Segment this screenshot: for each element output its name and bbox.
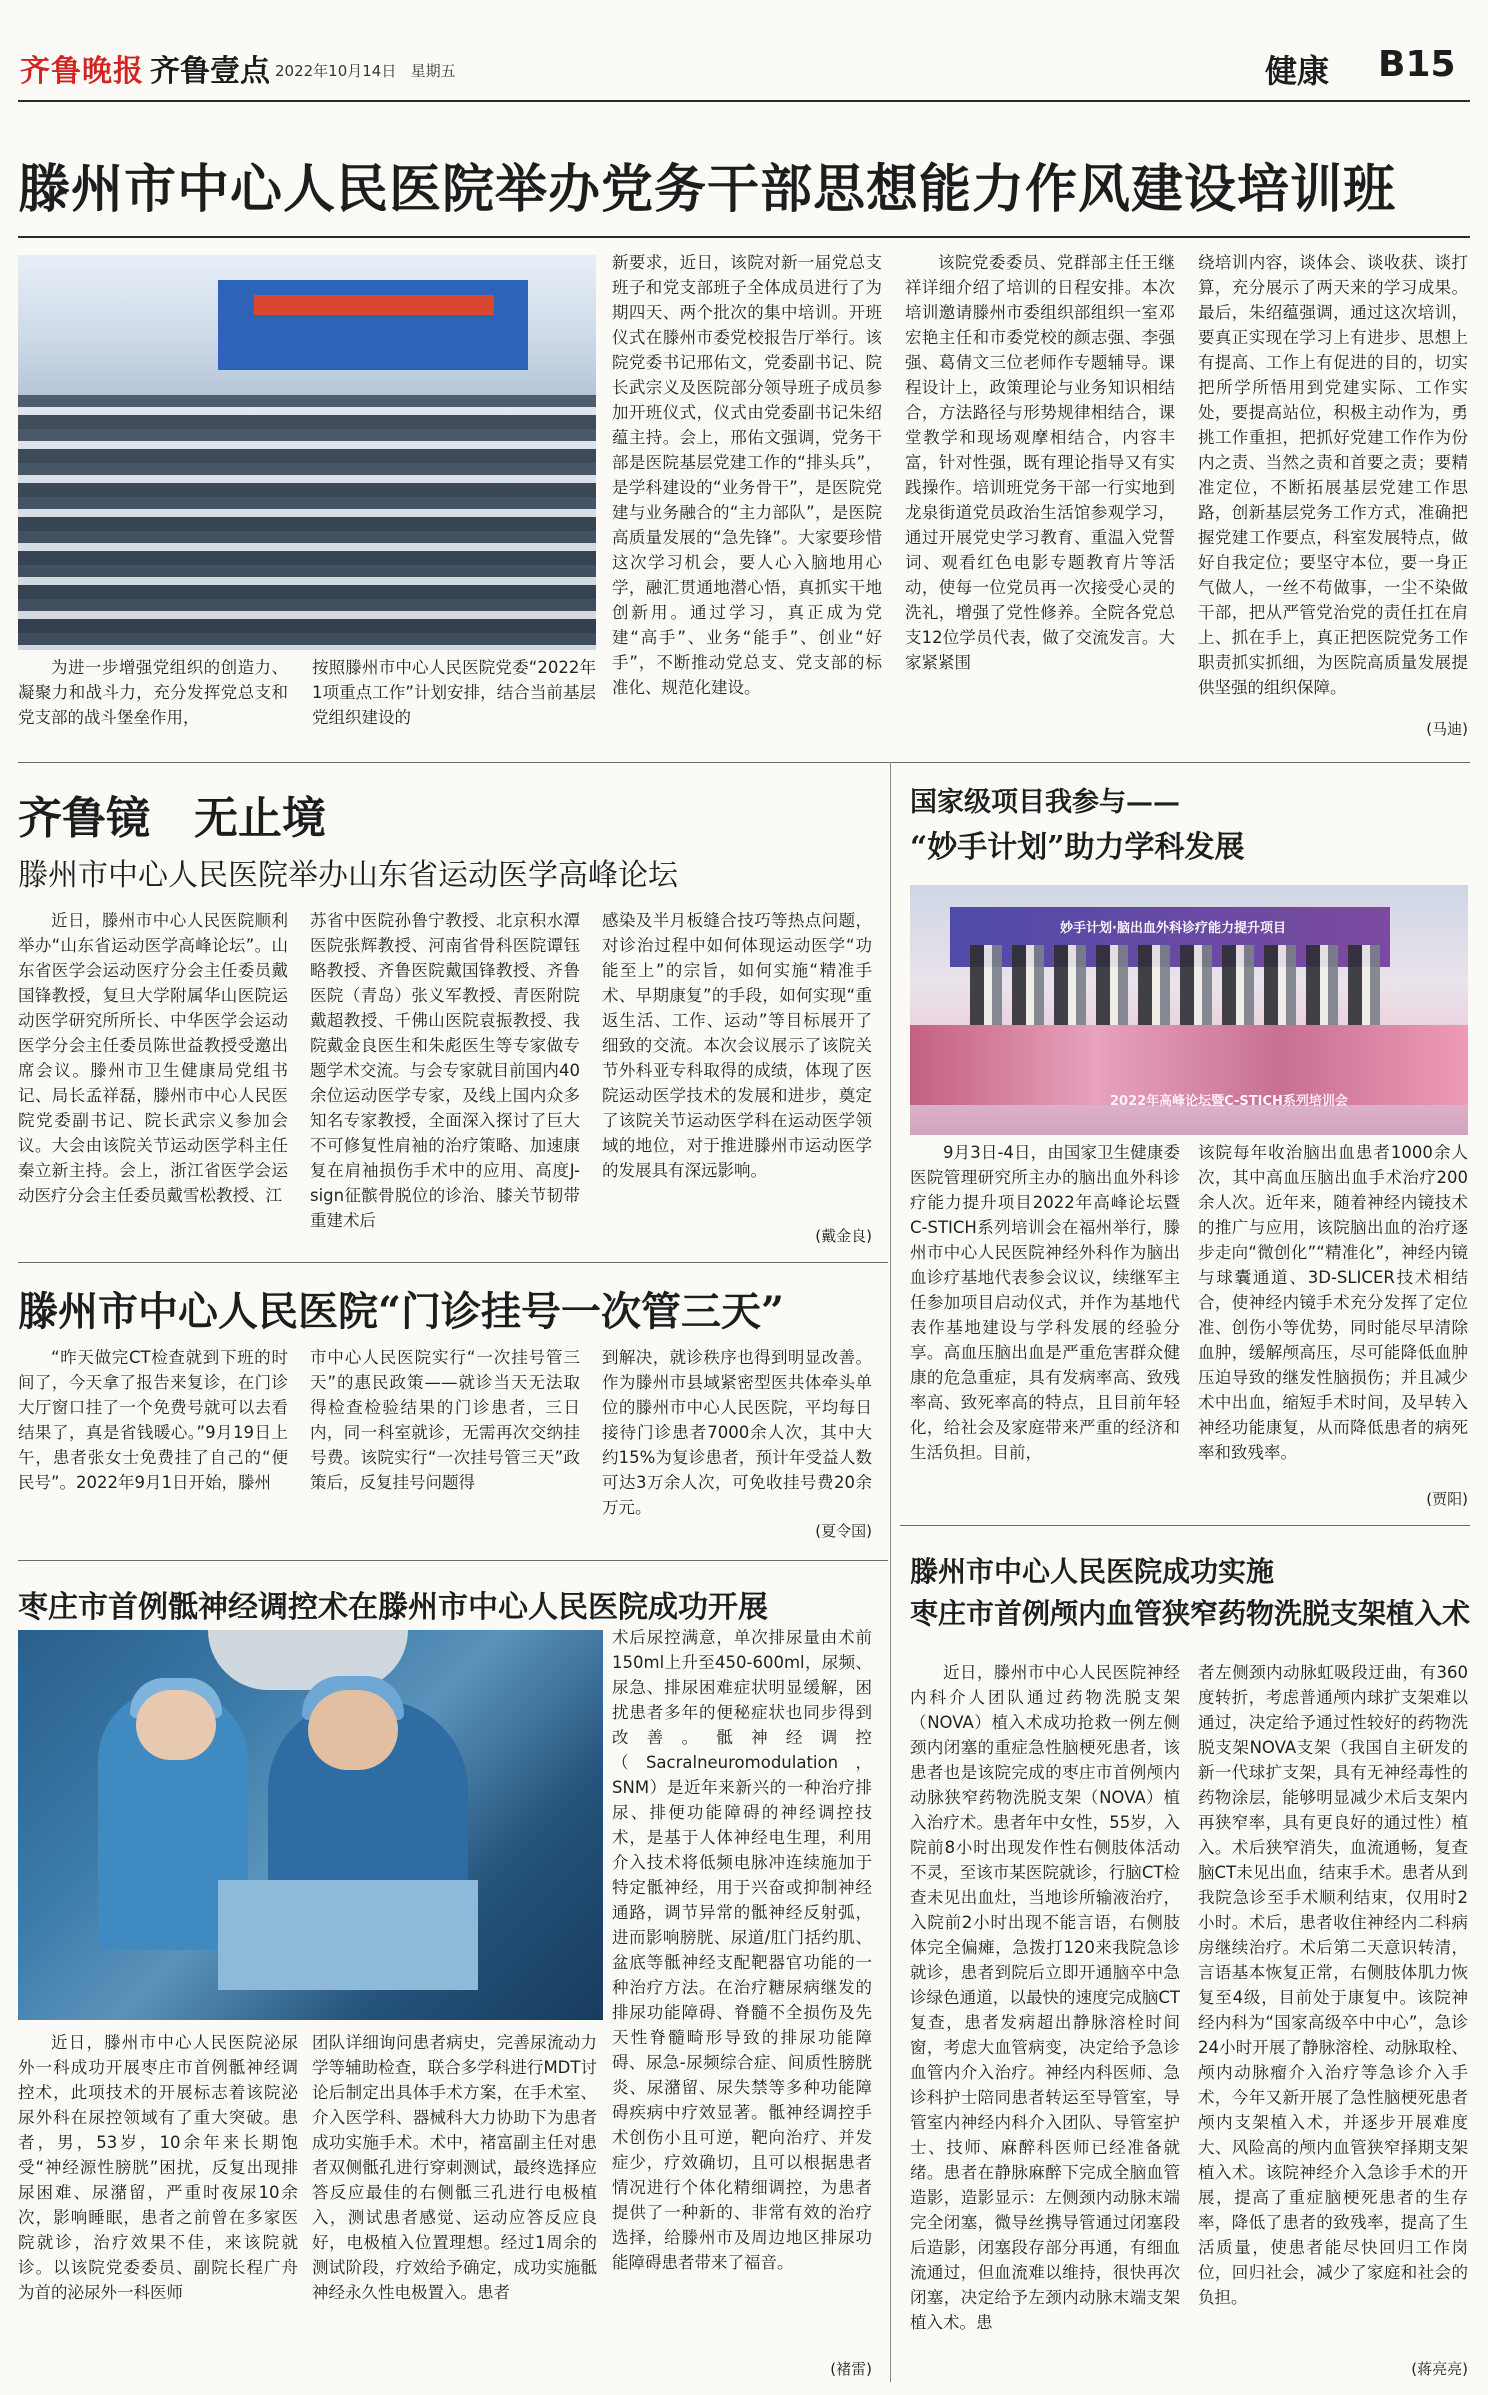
header-rule xyxy=(18,100,1470,102)
section-divider-1 xyxy=(18,762,1470,763)
article4-title: 滕州市中心人民医院“门诊挂号一次管三天” xyxy=(18,1288,785,1335)
article3-col2: 该院每年收治脑出血患者1000余人次，其中高血压脑出血手术治疗200余人次。近年来，随着神经内镜技术的推广与应用，该院脑出血的治疗逐步走向“微创化”“精准化”，神经内镜与球囊通道、3D-SLICER技术相结合，使神经内镜手术充分发挥了定位准、创伤小等优势，同时能尽早清除血肿，缓解颅高压，尽可能降低血肿压迫导致的继发性脑损伤；并且减少术中出血，缩短手术时间，及早转入神经功能康复，从而降低患者的病死率和致残率。 xyxy=(1198,1143,1468,1462)
section-name: 健康 xyxy=(1265,52,1330,90)
surgery-photo xyxy=(18,1630,603,2020)
article2-kicker: 齐鲁镜 无止境 xyxy=(18,793,326,844)
column-divider-right xyxy=(890,762,891,2382)
masthead-qilu-evening-news: 齐鲁晚报 xyxy=(20,54,144,89)
article4-col1: “昨天做完CT检查就到下班的时间了，今天拿了报告来复诊，在门诊大厅窗口挂了一个免费号就可以去看结果了，真是省钱暖心。”9月19日上午，患者张女士免费挂了自己的“便民号”。2022年9月1日开始，滕州 xyxy=(18,1348,288,1492)
issue-date: 2022年10月14日 星期五 xyxy=(275,62,456,80)
article1-byline: (马迪) xyxy=(1426,720,1468,738)
article3-kicker: 国家级项目我参与—— xyxy=(910,787,1180,818)
article5-title: 枣庄市首例骶神经调控术在滕州市中心人民医院成功开展 xyxy=(18,1590,768,1625)
masthead-qilu-yidian: 齐鲁壹点 xyxy=(150,54,270,89)
article1-title: 滕州市中心人民医院举办党务干部思想能力作风建设培训班 xyxy=(18,159,1397,220)
section-divider-3 xyxy=(18,1560,888,1561)
section-divider-4 xyxy=(900,1525,1470,1526)
section-divider-2 xyxy=(18,1262,888,1263)
article6-title-line2: 枣庄市首例颅内血管狭窄药物洗脱支架植入术 xyxy=(910,1597,1471,1630)
article2-col1: 近日，滕州市中心人民医院顺利举办“山东省运动医学高峰论坛”。山东省医学会运动医疗分会主任委员戴国锋教授，复旦大学附属华山医院运动医学研究所所长、中华医学会运动医学分会主任委员陈世益教授受邀出席会议。滕州市卫生健康局党组书记、局长孟祥磊，滕州市中心人民医院党委副书记、院长武宗义参加会议。大会由该院关节运动医学科主任秦立新主持。会上，浙江省医学会运动医疗分会主任委员戴雪松教授、江 xyxy=(18,911,288,1205)
article5-byline: (褚雷) xyxy=(830,2360,872,2378)
article3-col1: 9月3日-4日，由国家卫生健康委医院管理研究所主办的脑出血外科诊疗能力提升项目2022年高峰论坛暨C-STICH系列培训会在福州举行，滕州市中心人民医院神经外科作为脑出血诊疗基地代表参会议议，续继军主任参加项目启动仪式，并作为基地代表作基地建设与学科发展的经验分享。高血压脑出血是严重危害群众健康的危急重症，具有发病率高、致残率高、致死率高的特点，且目前年轻化，给社会及家庭带来严重的经济和生活负担。目前， xyxy=(910,1143,1180,1462)
article4-col2: 市中心人民医院实行“一次挂号管三天”的惠民政策——就诊当天无法取得检查检验结果的门诊患者，三日内，同一科室就诊，无需再次交纳挂号费。该院实行“一次挂号管三天”政策后，反复挂号问题得 xyxy=(310,1348,580,1492)
article6-col1: 近日，滕州市中心人民医院神经内科介人团队通过药物洗脱支架（NOVA）植入术成功抢救一例左侧颈内闭塞的重症急性脑梗死患者，该患者也是该院完成的枣庄市首例颅内动脉狭窄药物洗脱支架（NOVA）植入治疗术。患者年中女性，55岁，入院前8小时出现发作性右侧肢体活动不灵，至该市某医院就诊，行脑CT检查未见出血灶，当地诊所输液治疗，入院前2小时出现不能言语，右侧肢体完全偏瘫，急拨打120来我院急诊就诊，患者到院后立即开通脑卒中急诊绿色通道，以最快的速度完成脑CT复查，患者发病超出静脉溶栓时间窗，考虑大血管病变，决定给予急诊血管内介入治疗。神经内科医师、急诊科护士陪同患者转运至导管室，导管室内神经内科介入团队、导管室护士、技师、麻醉科医师已经准备就绪。患者在静脉麻醉下完成全脑血管造影，造影显示：左侧颈内动脉末端完全闭塞，微导丝携导管通过闭塞段后造影，闭塞段存部分再通，有细血流通过，但血流难以维持，很快再次闭塞，决定给予左颈内动脉末端支架植入术。患 xyxy=(910,1663,1180,2332)
article5-col1: 近日，滕州市中心人民医院泌尿外一科成功开展枣庄市首例骶神经调控术，此项技术的开展标志着该院泌尿外科在尿控领域有了重大突破。患者，男，53岁，10余年来长期饱受“神经源性膀胱”困扰，反复出现排尿困难、尿潴留，严重时夜尿10余次，影响睡眠，患者之前曾在多家医院就诊，治疗效果不佳，来该院就诊。以该院党委委员、副院长程广舟为首的泌尿外一科医师 xyxy=(18,2033,298,2302)
article4-col3: 到解决，就诊秩序也得到明显改善。作为滕州市县域紧密型医共体牵头单位的滕州市中心人民医院，平均每日接待门诊患者7000余人次，其中大约15%为复诊患者，预计年受益人数可达3万余人次，可免收挂号费20余万元。 xyxy=(602,1348,872,1517)
article1-col1: 为进一步增强党组织的创造力、凝聚力和战斗力，充分发挥党总支和党支部的战斗堡垒作用， xyxy=(18,658,288,727)
article2-col2: 苏省中医院孙鲁宁教授、北京积水潭医院张辉教授、河南省骨科医院谭钰略教授、齐鲁医院戴国锋教授、齐鲁医院（青岛）张义军教授、青医附院戴超教授、千佛山医院袁振教授、我院戴金良医生和朱彪医生等专家做专题学术交流。与会专家就目前国内40余位运动医学专家，及线上国内众多知名专家教授，全面深入探讨了巨大不可修复性肩袖的治疗策略、加速康复在肩袖损伤手术中的应用、高度J-sign征髌骨脱位的诊治、膝关节韧带重建术后 xyxy=(310,911,580,1230)
article1-title-rule xyxy=(18,236,1470,238)
article3-title: “妙手计划”助力学科发展 xyxy=(910,830,1245,865)
article1-col3: 新要求，近日，该院对新一届党总支班子和党支部班子全体成员进行了为期四天、两个批次的集中培训。开班仪式在滕州市委党校报告厅举行。该院党委书记邢佑文，党委副书记、院长武宗义及医院部分领导班子成员参加开班仪式，仪式由党委副书记朱绍蕴主持。会上，邢佑文强调，党务干部是医院基层党建工作的“排头兵”，是学科建设的“业务骨干”，是医院党建与业务融合的“主力部队”，是医院高质量发展的“急先锋”。大家要珍惜这次学习机会，要人心入脑地用心学，融汇贯通地潜心悟，真抓实干地创新用。通过学习，真正成为党建“高手”、业务“能手”、创业“好手”，不断推动党总支、党支部的标准化、规范化建设。 xyxy=(612,253,882,697)
photo-banner-text-1: 妙手计划·脑出血外科诊疗能力提升项目 xyxy=(1060,921,1286,936)
article3-byline: (贾阳) xyxy=(1426,1490,1468,1508)
article5-right-column: 术后尿控满意，单次排尿量由术前150ml上升至450-600ml，尿频、尿急、排尿困难症状明显缓解，困扰患者多年的便秘症状也同步得到改善。骶神经调控（Sacralneuromodulation，SNM）是近年来新兴的一种治疗排尿、排便功能障碍的神经调控技术，是基于人体神经电生理，利用介入技术将低频电脉冲连续施加于特定骶神经，用于兴奋或抑制神经通路，调节异常的骶神经反射弧，进而影响膀胱、尿道/肛门括约肌、盆底等骶神经支配靶器官功能的一种治疗方法。在治疗糖尿病继发的排尿功能障碍、脊髓不全损伤及先天性脊髓畸形导致的排尿功能障碍、尿急-尿频综合症、间质性膀胱炎、尿潴留、尿失禁等多种功能障碍疾病中疗效显著。骶神经调控手术创伤小且可逆，靶向治疗、并发症少，疗效确切，且可以根据患者情况进行个体化精细调控，为患者提供了一种新的、非常有效的治疗选择，给滕州市及周边地区排尿功能障碍患者带来了福音。 xyxy=(612,1628,872,2272)
issue-weekday: 星期五 xyxy=(410,62,456,80)
article4-byline: (夏令国) xyxy=(815,1522,872,1540)
photo-banner-text-2: 2022年高峰论坛暨C-STICH系列培训会 xyxy=(1110,1094,1348,1109)
training-meeting-photo xyxy=(18,255,596,650)
article1-col4: 该院党委委员、党群部主任王继祥详细介绍了培训的日程安排。本次培训邀请滕州市委组织部组织一室邓宏艳主任和市委党校的颜志强、李强强、葛倩文三位老师作专题辅导。课程设计上，政策理论与业务知识相结合，方法路径与形势规律相结合，课堂教学和现场观摩相结合，内容丰富，针对性强，既有理论指导又有实践操作。培训班党务干部一行实地到龙泉街道党员政治生活馆参观学习，通过开展党史学习教育、重温入党誓词、观看红色电影专题教育片等活动，使每一位党员再一次接受心灵的洗礼，增强了党性修养。全院各党总支12位学员代表，做了交流发言。大家紧紧围 xyxy=(905,253,1175,672)
article2-col3: 感染及半月板缝合技巧等热点问题，对诊治过程中如何体现运动医学“功能至上”的宗旨，如何实施“精准手术、早期康复”的手段，如何实现“重返生活、工作、运动”等目标展开了细致的交流。本次会议展示了该院关节外科亚专科取得的成绩，体现了医院运动医学技术的发展和进步，奠定了该院关节运动医学科在运动医学领域的地位，对于推进滕州市运动医学的发展具有深远影响。 xyxy=(602,911,872,1180)
article1-col5: 绕培训内容，谈体会、谈收获、谈打算，充分展示了两天来的学习成果。最后，朱绍蕴强调，通过这次培训，要真正实现在学习上有进步、思想上有提高、工作上有促进的目的，切实把所学所悟用到党建实际、工作实处，要提高站位，积极主动作为，勇挑工作重担，把抓好党建工作作为份内之责、当然之责和首要之责；要精准定位，不断拓展基层党建工作思路，创新基层党务工作方式，准确把握党建工作要点，科室发展特点，做好自我定位；要坚守本位，要一身正气做人，一丝不苟做事，一尘不染做干部，把从严管党治党的责任扛在肩上、抓在手上，真正把医院党务工作职责抓实抓细，为医院高质量发展提供坚强的组织保障。 xyxy=(1198,253,1468,697)
article6-byline: (蒋亮亮) xyxy=(1411,2360,1468,2378)
article5-col2: 团队详细询问患者病史，完善尿流动力学等辅助检查，联合多学科进行MDT讨论后制定出具体手术方案，在手术室、介入医学科、器械科大力协助下为患者成功实施手术。术中，褚富副主任对患者双侧骶孔进行穿刺测试，最终选择应答反应最佳的右侧骶三孔进行电极植入，测试患者感觉、运动应答反应良好，电极植入位置理想。经过1周余的测试阶段，疗效给予确定，成功实施骶神经永久性电极置入。患者 xyxy=(312,2033,597,2302)
article6-title-line1: 滕州市中心人民医院成功实施 xyxy=(910,1555,1275,1588)
article6-col2: 者左侧颈内动脉虹吸段迂曲，有360度转折，考虑普通颅内球扩支架难以通过，决定给予通过性较好的药物洗脱支架NOVA支架（我国自主研发的新一代球扩支架，具有无神经毒性的药物涂层，能够明显减少术后支架内再狭窄率，具有更良好的通过性）植入。术后狭窄消失，血流通畅，复查脑CT未见出血，结束手术。患者从到我院急诊至手术顺利结束，仅用时2小时。术后，患者收住神经内二科病房继续治疗。术后第二天意识转清，言语基本恢复正常，右侧肢体肌力恢复至4级，目前处于康复中。该院神经内科为“国家高级卒中中心”，急诊24小时开展了静脉溶栓、动脉取栓、颅内动脉瘤介入治疗等急诊介入手术，今年又新开展了急性脑梗死患者颅内支架植入术，并逐步开展难度大、风险高的颅内血管狭窄择期支架植入术。该院神经介入急诊手术的开展，提高了重症脑梗死患者的生存率，降低了患者的致残率，提高了生活质量，使患者能尽快回归工作岗位，回归社会，减少了家庭和社会的负担。 xyxy=(1198,1663,1468,2307)
article1-col2: 按照滕州市中心人民医院党委“2022年1项重点工作”计划安排，结合当前基层党组织建设的 xyxy=(312,658,596,727)
article2-subtitle: 滕州市中心人民医院举办山东省运动医学高峰论坛 xyxy=(18,858,678,893)
page-number: B15 xyxy=(1378,44,1456,85)
miaoshou-project-photo xyxy=(910,885,1468,1135)
article2-byline: (戴金良) xyxy=(815,1227,872,1245)
